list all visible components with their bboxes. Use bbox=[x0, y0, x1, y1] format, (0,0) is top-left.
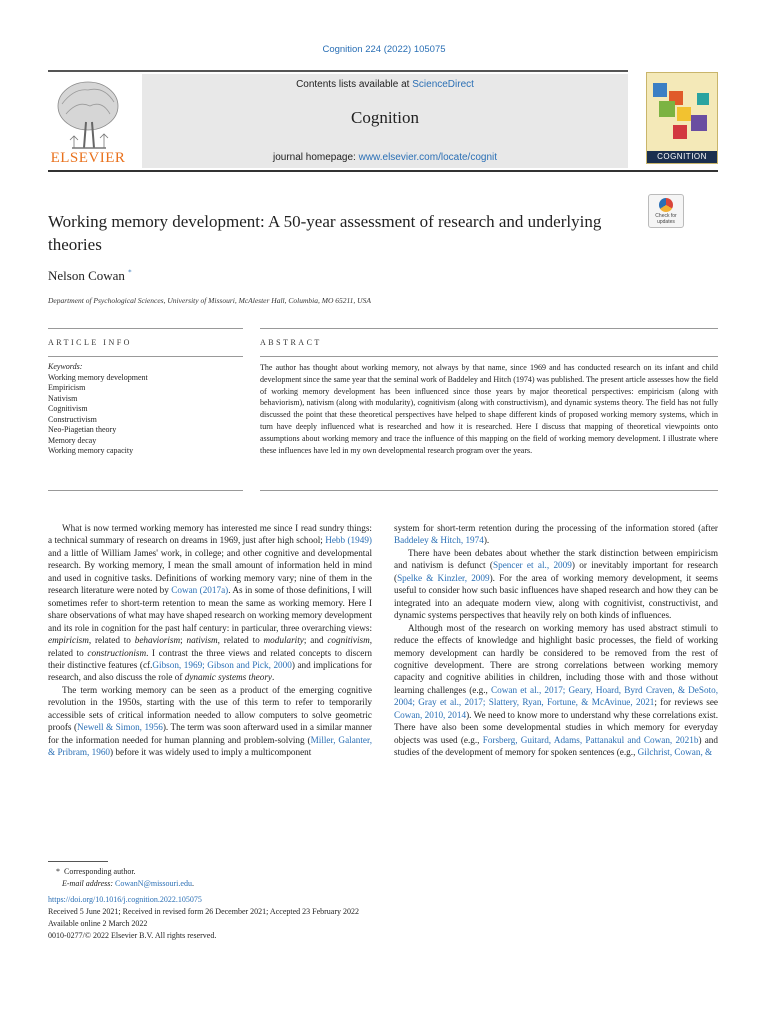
header-rule-bottom bbox=[48, 170, 718, 172]
citation-link[interactable]: Baddeley & Hitch, 1974 bbox=[394, 535, 484, 546]
divider bbox=[260, 328, 718, 329]
divider bbox=[48, 328, 243, 329]
footnotes bbox=[48, 866, 718, 942]
header-rule bbox=[48, 70, 628, 72]
keyword: Cognitivism bbox=[48, 404, 88, 413]
check-updates-label: Check for updates bbox=[655, 213, 677, 225]
footnote-divider bbox=[48, 861, 108, 862]
contents-line bbox=[142, 79, 628, 90]
body-paragraph: system for short-term retention during the processing of the information stored (after Baddeley & Hitch, 1974). bbox=[394, 523, 718, 546]
journal-cover-image bbox=[646, 72, 718, 164]
email-note: E-mail address: CowanN@missouri.edu. bbox=[62, 879, 194, 888]
divider bbox=[260, 490, 718, 491]
sciencedirect-link[interactable]: ScienceDirect bbox=[412, 79, 474, 90]
divider bbox=[260, 356, 718, 357]
body-paragraph: Although most of the research on working memory has used abstract stimuli to reduce the effects of knowledge and highlight basic processes, the field of working memory development can hardly be considered to be removed from the rest of cognitive development. There are strong correlations between working memory capacity and cognitive abilities in children, including those with and those without learning challenges (e.g., Cowan et al., 2017; Geary, Hoard, Byrd Craven, & DeSoto, 2004; Gray et al., 2017; Slattery, Ryan, Fortune, & McAvinue, 2021; for reviews see Cowan, 2010, 2014). We need to know more to understand why these correlations exist. There have also been some developmental studies in which memory for everyday objects was used (e.g., Forsberg, Guitard, Adams, Pattanakul and Cowan, 2021b) and studies of the development of memory for spoken sentences (e.g., Gilchrist, Cowan, & bbox=[394, 622, 719, 758]
keywords-list bbox=[48, 362, 243, 457]
author-line bbox=[48, 268, 132, 284]
journal-name: Cognition bbox=[350, 108, 419, 127]
doi-link-line bbox=[48, 894, 718, 906]
body-paragraph: There have been debates about whether the stark distinction between empiricism and nativism is defunct (Spencer et al., 2009) or inevitably important for research (Spelke & Kinzler, 2009). For the area of working memory development, it seems useful to consider how such basic influences have shaped research and how they can be integrated into an adequate modern view, along with cognitivist, constructivist, and dynamic systems perspectives that heavily rely on both kinds of influences. bbox=[394, 547, 718, 621]
body-column-left bbox=[48, 522, 372, 759]
article-title: Working memory development: A 50-year assessment of research and underlying theories bbox=[48, 212, 602, 254]
keyword: Memory decay bbox=[48, 435, 97, 445]
citation-link[interactable]: Spelke & Kinzler, 2009 bbox=[397, 572, 490, 583]
author-footnote-mark[interactable]: * bbox=[128, 268, 132, 277]
footnote-mark: * bbox=[56, 867, 60, 876]
citation-link[interactable]: Cowan, 2010, 2014 bbox=[394, 709, 467, 720]
check-for-updates-button[interactable] bbox=[648, 194, 684, 228]
contents-prefix: Contents lists available at bbox=[296, 79, 413, 90]
abstract-heading: ABSTRACT bbox=[260, 338, 322, 347]
citation-link[interactable]: Gibson, 1969; Gibson and Pick, 2000 bbox=[152, 659, 292, 670]
keyword: Working memory capacity bbox=[48, 446, 134, 455]
citation-link[interactable]: Gilchrist, Cowan, & bbox=[637, 747, 713, 758]
corresponding-author-note bbox=[48, 866, 718, 878]
citation-link[interactable]: Hebb (1949) bbox=[325, 535, 372, 546]
doi-link[interactable]: https://doi.org/10.1016/j.cognition.2022.105075 bbox=[48, 895, 202, 904]
divider bbox=[48, 490, 243, 491]
email-label: E-mail address: bbox=[62, 879, 114, 888]
body-column-right bbox=[394, 522, 718, 759]
citation-link[interactable]: Spencer et al., 2009 bbox=[493, 560, 572, 571]
homepage-line bbox=[142, 152, 628, 163]
copyright: 0010-0277/© 2022 Elsevier B.V. All rights reserved. bbox=[48, 931, 217, 940]
article-info-heading: ARTICLE INFO bbox=[48, 338, 132, 347]
journal-masthead bbox=[142, 74, 628, 168]
body-paragraph: The term working memory can be seen as a product of the emerging cognitive revolution in the 1950s, starting with the use of this term to refer to temporarily accessible sets of critical information needed to allow computers to solve geometric proofs (Newell & Simon, 1956). The term was soon afterward used in a similar manner for the information needed for human planning and problem-solving (Miller, Galanter, & Pribram, 1960) before it was widely used to imply a multicomponent bbox=[48, 684, 372, 758]
homepage-prefix: journal homepage: bbox=[272, 152, 359, 163]
journal-citation[interactable]: Cognition 224 (2022) 105075 bbox=[322, 44, 446, 55]
keyword: Empiricism bbox=[48, 383, 86, 392]
citation-link[interactable]: Forsberg, Guitard, Adams, Pattanakul and Cowan, 2021b bbox=[482, 734, 699, 745]
corresponding-label: Corresponding author. bbox=[64, 867, 136, 876]
keyword: Neo-Piagetian theory bbox=[48, 425, 117, 434]
email-link[interactable]: CowanN@missouri.edu bbox=[115, 879, 192, 888]
homepage-link[interactable]: www.elsevier.com/locate/cognit bbox=[358, 152, 498, 163]
divider bbox=[48, 356, 243, 357]
keywords-label: Keywords: bbox=[48, 362, 83, 371]
citation-link[interactable]: Cowan (2017a) bbox=[171, 585, 229, 596]
check-updates-icon bbox=[659, 198, 673, 212]
cover-art bbox=[647, 73, 718, 153]
citation-link[interactable]: Newell & Simon, 1956 bbox=[77, 722, 163, 733]
citation-link[interactable]: Cowan et al., 2017; Geary, Hoard, Byrd Craven, & DeSoto, 2004; Gray et al., 2017; Slattery, Ryan, Fortune, & McAvinue, 2021 bbox=[394, 684, 719, 708]
body-paragraph: What is now termed working memory has interested me since I read sundry things: a technical summary of research on dreams in 1969, just after high school; Hebb (1949) and a little of William James' work, in college; and other cognitive and developmental research. By working memory, I mean the small amount of information held in mind and used in cognitive tasks. Definitions of working memory vary; nine of them in the research literature were noted by Cowan (2017a). As in some of those definitions, I will sometimes refer to short-term retention to mean the same as working memory. Here I share observations of what may have shaped research on working memory development and its role in cognition for the past half century: in particular, three overarching views: empiricism, related to behaviorism; nativism, related to modularity; and cognitivism, related to constructionism. I contrast the three views and related concepts to discern their distinctive features (cf.Gibson, 1969; Gibson and Pick, 2000) and implications for research, and also discuss the role of dynamic systems theory. bbox=[48, 523, 373, 683]
keyword: Constructivism bbox=[48, 414, 97, 424]
received-dates: Received 5 June 2021; Received in revised form 26 December 2021; Accepted 23 February 2022 bbox=[48, 907, 360, 916]
keyword: Working memory development bbox=[48, 372, 148, 382]
keyword: Nativism bbox=[48, 393, 78, 403]
abstract-text: The author has thought about working memory, not always by that name, since 1969 and has conducted research on its infant and child development since the same year that the seminal work of Baddeley and Hitch (1974) was published. The present article assesses how the field of working memory development has been influenced since those years by major theoretical perspectives: empiricism (along with behaviorism), nativism (along with modularity), cognitivism (along with constructivism), and dynamic systems theory. The field has not fully discussed the point that these theoretical perspectives have helped to shape different kinds of proposed working memory systems, which in turn have deeply influenced what is researched and how it is researched. Here I discuss that mapping of theoretical viewpoints onto assumptions about working memory and trace the influence of this mapping on the field of working memory development. I illustrate where these influences have led in my own developmental research program over the years. bbox=[260, 363, 718, 455]
cover-journal-label: COGNITION bbox=[647, 151, 717, 163]
citation-link[interactable]: Miller, Galanter, & Pribram, 1960 bbox=[48, 734, 372, 758]
online-date: Available online 2 March 2022 bbox=[48, 919, 148, 928]
author-affiliation: Department of Psychological Sciences, University of Missouri, McAlester Hall, Columbia, MO 65211, USA bbox=[48, 296, 371, 305]
elsevier-wordmark: ELSEVIER bbox=[50, 150, 126, 166]
author-name: Nelson Cowan bbox=[48, 268, 125, 283]
